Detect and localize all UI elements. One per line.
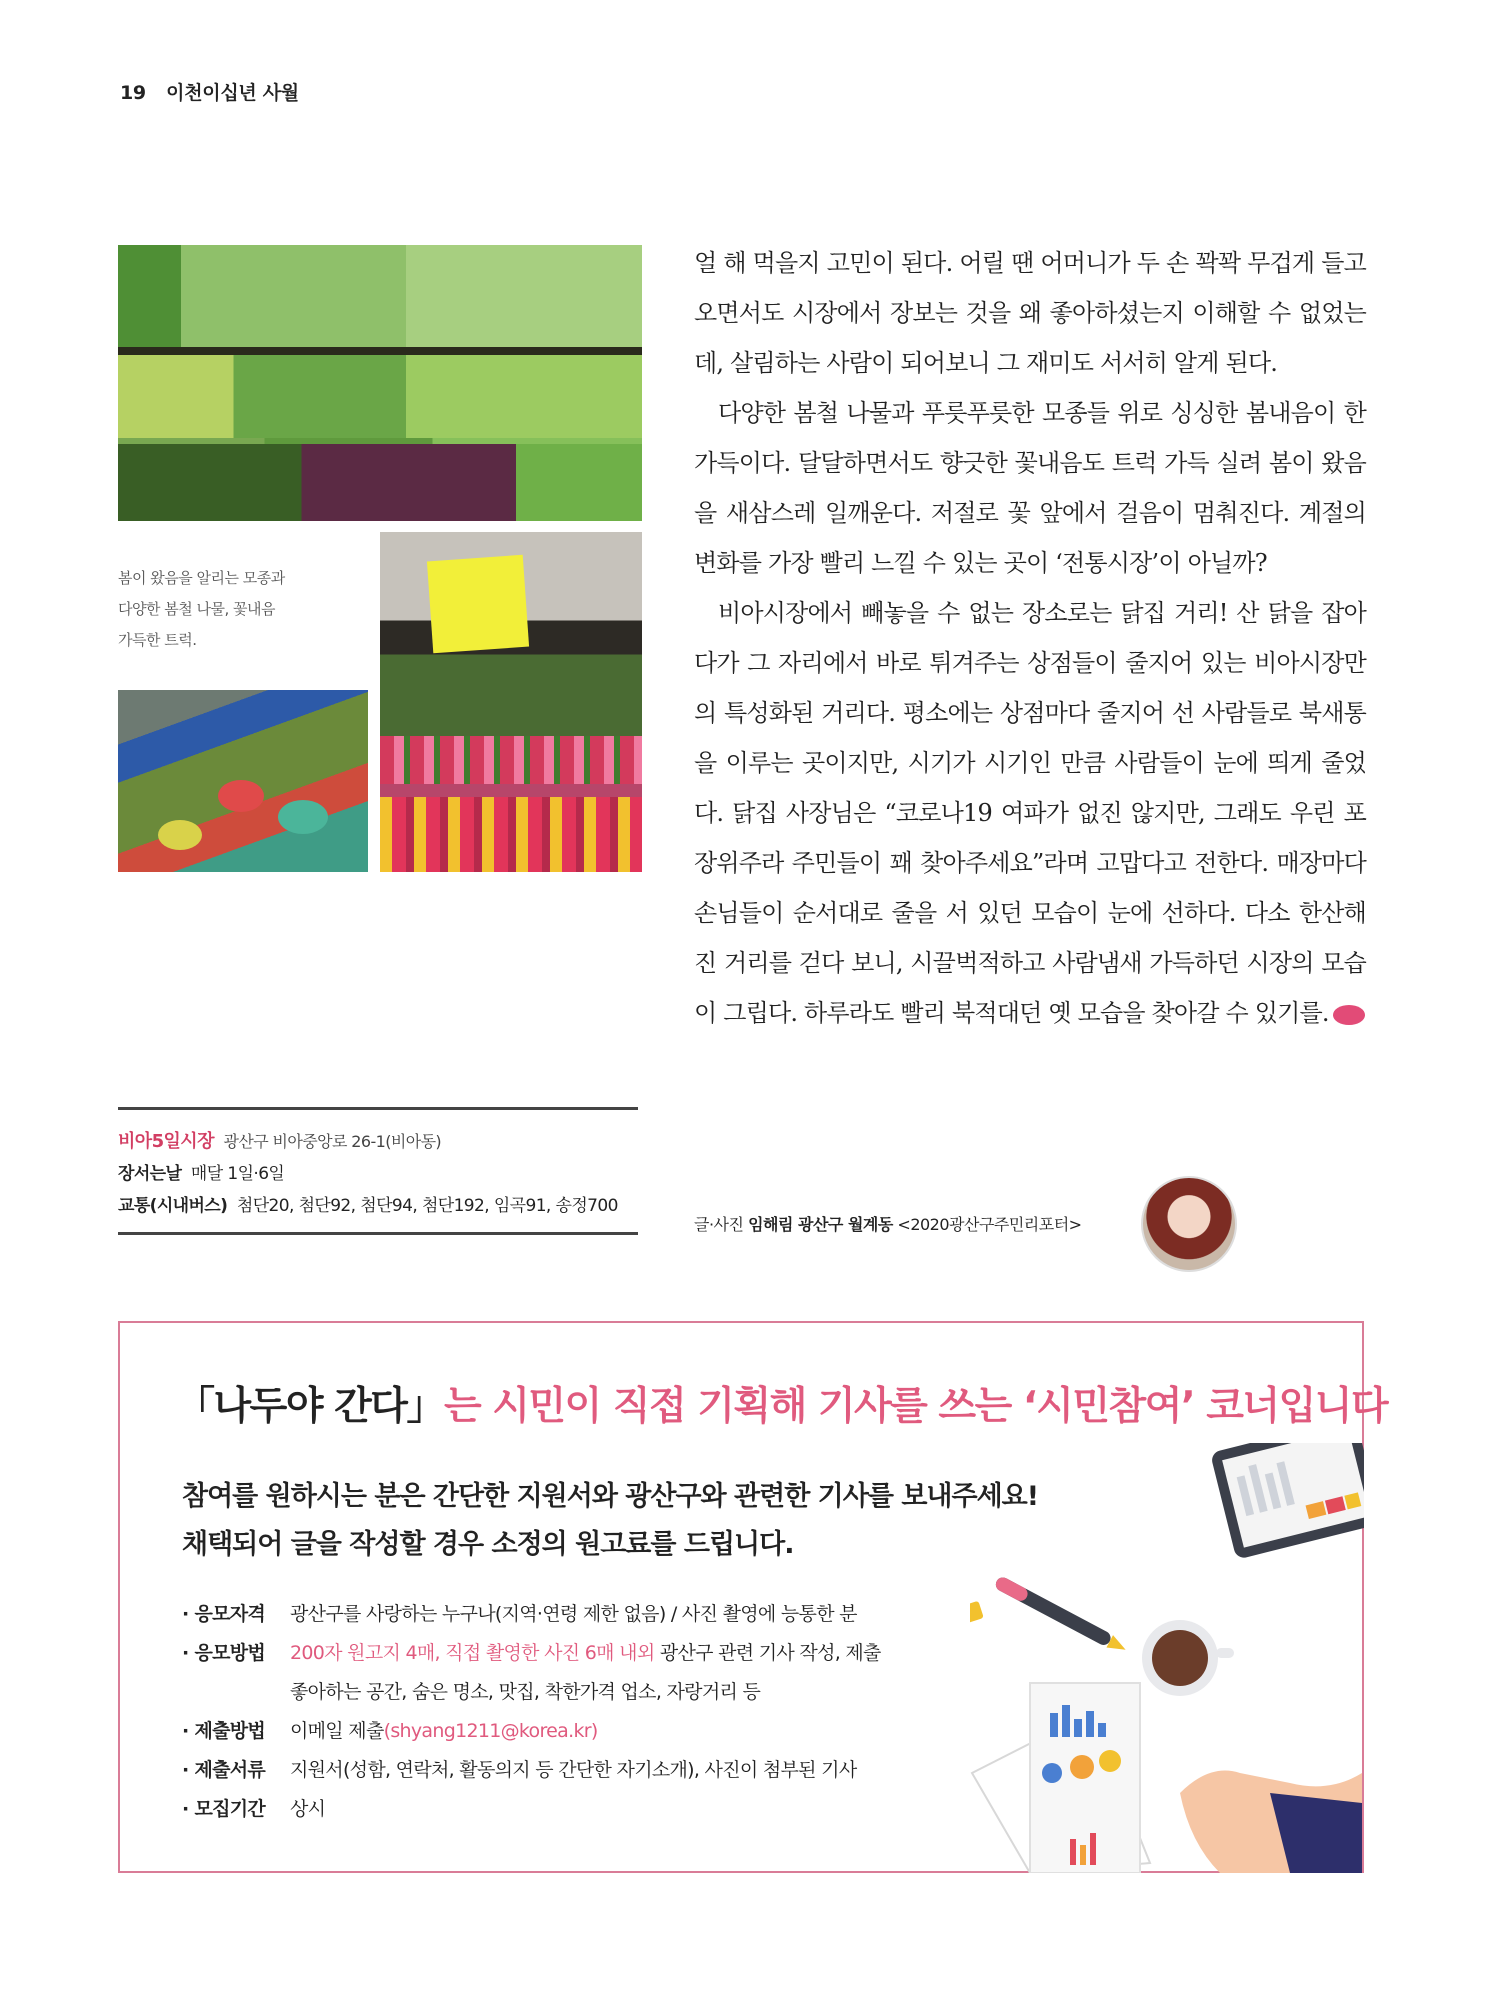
notice-item-key: · 제출방법 (182, 1712, 290, 1751)
page-header (120, 78, 299, 105)
article-paragraph: 다양한 봄철 나물과 푸릇푸릇한 모종들 위로 싱싱한 봄내음이 한가득이다. 달달하면서도 향긋한 꽃내음도 트럭 가득 실려 봄이 왔음을 새삼스레 일깨운다. 저절로 꽃 앞에서 걸음이 멈춰진다. 계절의 변화를 가장 빨리 느낄 수 있는 곳이 ‘전통시장’이 아닐까? (694, 399, 1366, 577)
notice-item-value: 광산구를 사랑하는 누구나(지역·연령 제한 없음) / 사진 촬영에 능통한 분 (290, 1603, 857, 1625)
notice-title (176, 1375, 1387, 1431)
transport-routes: 첨단20, 첨단92, 첨단94, 첨단192, 임곡91, 송정700 (236, 1196, 618, 1216)
citizen-participation-notice (118, 1321, 1388, 1873)
issue-label: 이천이십년 사월 (166, 82, 299, 104)
seedling-photo (118, 245, 642, 521)
pen-icon (993, 1575, 1128, 1656)
notice-item-value (290, 1712, 598, 1751)
article-body (694, 238, 1366, 1038)
notice-list (182, 1595, 881, 1829)
article-paragraph (694, 588, 1366, 1038)
notice-item (182, 1751, 881, 1790)
caption-line: 다양한 봄철 나물, 꽃내음 (118, 600, 275, 618)
notice-item-key: · 제출서류 (182, 1751, 290, 1790)
market-day: 매달 1일·6일 (190, 1164, 285, 1184)
caption-line: 봄이 왔음을 알리는 모종과 (118, 569, 285, 587)
notice-title-rest: 는 시민이 직접 기획해 기사를 쓰는 ‘시민참여’ 코너입니다 (443, 1384, 1388, 1429)
article-paragraph-text: 비아시장에서 빼놓을 수 없는 장소로는 닭집 거리! 산 닭을 잡아다가 그 자리에서 바로 튀겨주는 상점들이 줄지어 있는 비아시장만의 특성화된 거리다. 평소에는 상점마다 줄지어 선 사람들로 북새통을 이루는 곳이지만, 시기가 시기인 만큼 사람들이 눈에 띄게 줄었다. 닭집 사장님은 “코로나19 여파가 없진 않지만, 그래도 우린 포장위주라 주민들이 꽤 찾아주세요”라며 고맙다고 전한다. 매장마다 손님들이 순서대로 줄을 서 있던 모습이 눈에 선하다. 다소 한산해진 거리를 걷다 보니, 시끌벅적하고 사람냄새 가득하던 시장의 모습이 그립다. 하루라도 빨리 북적대던 옛 모습을 찾아갈 수 있기를. (694, 599, 1366, 1027)
notice-item-key: · 응모자격 (182, 1595, 290, 1634)
end-mark-icon (1333, 1005, 1365, 1025)
notice-item-highlight: 200자 원고지 4매, 직접 촬영한 사진 6매 내외 (290, 1642, 655, 1664)
byline-name: 임해림 광산구 월계동 (748, 1215, 893, 1234)
notice-item (182, 1634, 881, 1712)
email-address: (shyang1211@korea.kr) (383, 1720, 598, 1742)
vegetable-vendor-photo (118, 690, 368, 872)
transport-label: 교통(시내버스) (118, 1196, 228, 1216)
tablet-icon (1210, 1443, 1364, 1560)
notice-lead-line: 참여를 원하시는 분은 간단한 지원서와 광산구와 관련한 기사를 보내주세요! (182, 1481, 1039, 1512)
page-number: 19 (120, 82, 146, 104)
notice-title-bracket: 「나두야 간다」 (176, 1384, 444, 1429)
notice-item-text: 좋아하는 공간, 숨은 명소, 맛집, 착한가격 업소, 자랑거리 등 (290, 1681, 761, 1703)
byline-label: 글·사진 (694, 1215, 744, 1234)
notice-item-text: 이메일 제출 (290, 1720, 384, 1742)
office-desk-illustration (970, 1443, 1364, 1873)
market-info-box (118, 1107, 638, 1235)
notice-item (182, 1712, 881, 1751)
usb-drive-icon (970, 1601, 984, 1635)
notice-item (182, 1595, 881, 1634)
reporter-avatar (1141, 1176, 1237, 1272)
notice-item (182, 1790, 881, 1829)
coffee-cup-icon (1142, 1620, 1234, 1696)
notice-item-value (290, 1634, 881, 1712)
market-address: 광산구 비아중앙로 26-1(비아동) (223, 1132, 442, 1151)
byline-role: <2020광산구주민리포터> (897, 1215, 1082, 1234)
notice-item-value: 지원서(성함, 연락처, 활동의지 등 간단한 자기소개), 사진이 첨부된 기사 (290, 1759, 857, 1781)
market-name: 비아5일시장 (118, 1131, 214, 1152)
market-day-label: 장서는날 (118, 1164, 182, 1184)
caption-line: 가득한 트럭. (118, 631, 197, 649)
notice-lead (182, 1473, 1038, 1569)
notice-lead-line: 채택되어 글을 작성할 경우 소정의 원고료를 드립니다. (182, 1529, 794, 1560)
flower-truck-photo (380, 532, 642, 872)
notice-item-key: · 응모방법 (182, 1634, 290, 1712)
notice-item-text: 광산구 관련 기사 작성, 제출 (654, 1642, 881, 1664)
notice-item-value: 상시 (290, 1798, 326, 1820)
notice-item-key: · 모집기간 (182, 1790, 290, 1829)
report-papers-icon (972, 1683, 1150, 1873)
byline (694, 1212, 1082, 1235)
article-paragraph: 얼 해 먹을지 고민이 된다. 어릴 땐 어머니가 두 손 꽉꽉 무겁게 들고 오면서도 시장에서 장보는 것을 왜 좋아하셨는지 이해할 수 없었는데, 살림하는 사람이 되어보니 그 재미도 서서히 알게 된다. (694, 249, 1366, 377)
pointing-hand-icon (1180, 1771, 1362, 1874)
photo-caption (118, 563, 285, 656)
